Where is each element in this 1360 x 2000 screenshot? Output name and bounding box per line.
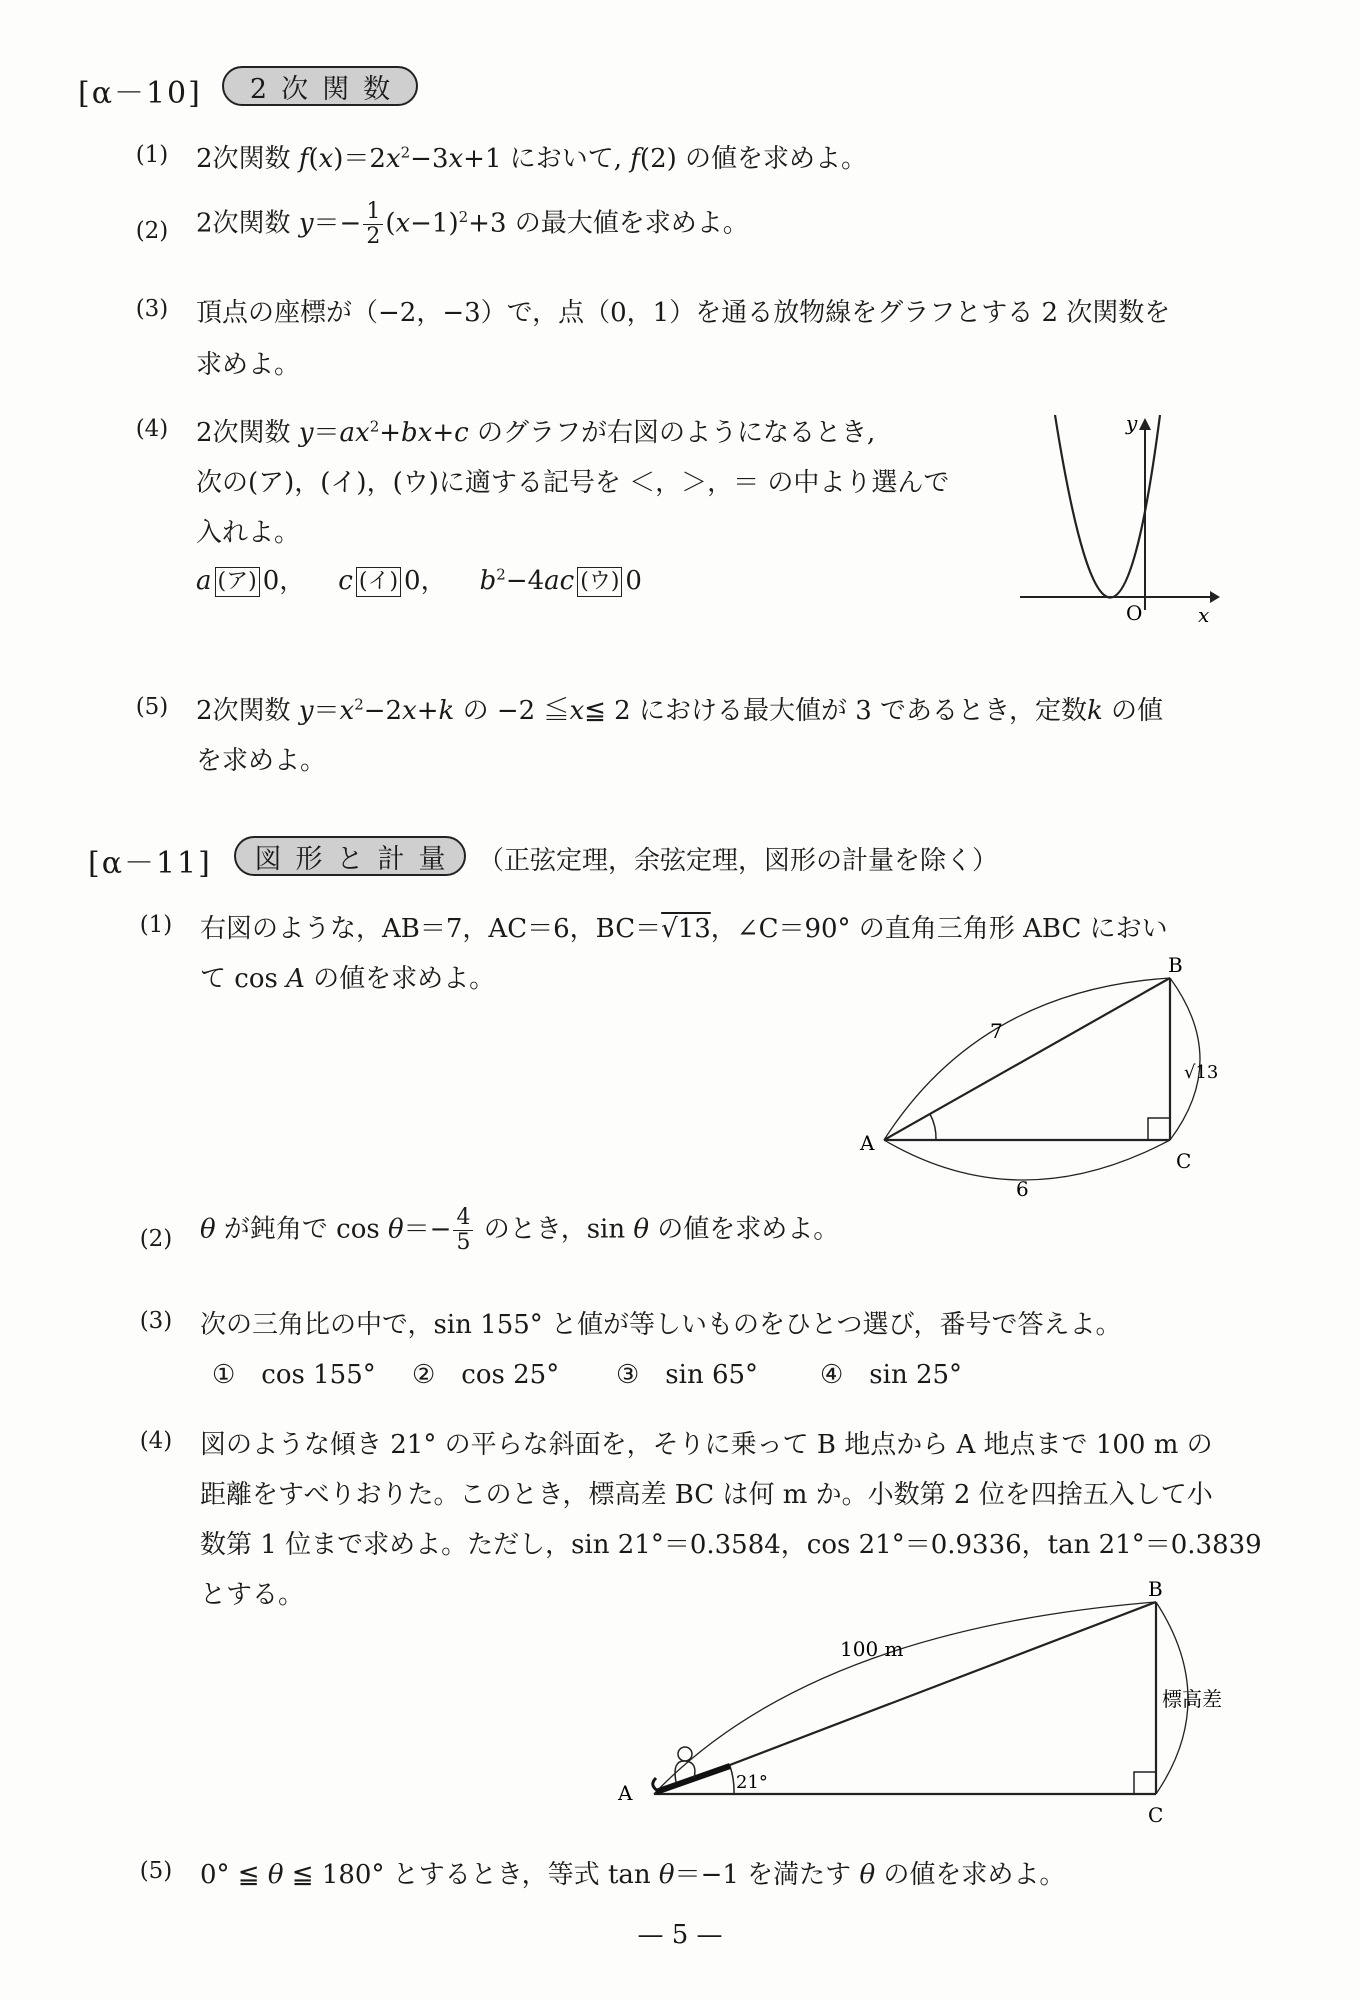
problem-11-4-line4: とする。: [200, 1580, 305, 1610]
answer-box-i: (イ): [356, 567, 401, 597]
side-ab: [884, 978, 1170, 1140]
right-angle-mark: [1134, 1772, 1156, 1794]
problem-11-3-line1: 次の三角比の中で，sin 155° と値が等しいものをひとつ選び，番号で答えよ。: [200, 1310, 1122, 1340]
vertex-b: B: [1168, 953, 1183, 977]
brace-ac: [884, 1140, 1170, 1180]
answer-box-a: (ア): [215, 567, 260, 597]
problem-number: (5): [135, 694, 169, 720]
rider-head: [678, 1747, 692, 1761]
y-label: y: [1126, 411, 1138, 435]
sled: [656, 1766, 730, 1792]
problem-10-4-line1: 2次関数 $y=ax^2+bx+c$ のグラフが右図のようになるとき,: [196, 417, 876, 448]
origin-label: O: [1126, 601, 1143, 625]
problem-number: (3): [139, 1308, 173, 1334]
problem-number: (3): [135, 296, 169, 322]
right-angle-mark: [1148, 1118, 1170, 1140]
option-3: ③ sin 65°: [616, 1360, 759, 1390]
vertex-a: A: [860, 1131, 875, 1155]
problem-number: (2): [139, 1226, 173, 1252]
problem-11-2: θ が鈍角で cos θ＝− $\frac{4}{5}$ のとき，sin θ の値を求めよ。: [200, 1205, 840, 1256]
problem-11-4-line2: 距離をすべりおりた。このとき，標高差 BC は何 m か。小数第 2 位を四捨五入して小: [200, 1480, 1213, 1510]
problem-number: (2): [135, 218, 169, 244]
problem-10-5-line1: 2次関数 $y=x^2-2x+k$ の −2 ≦x≦ 2 における最大値が 3 であるとき，定数k の値: [196, 695, 1164, 726]
problem-number: (4): [135, 416, 169, 442]
problem-10-1: 2次関数 $f(x)=2x^2-3x+1$ において, f(2) の値を求めよ。: [196, 143, 868, 174]
distance-label: 100 m: [840, 1637, 904, 1661]
x-label: x: [1198, 603, 1210, 627]
point-a: A: [618, 1781, 633, 1805]
y-axis-arrow: [1139, 418, 1151, 430]
label-ac: 6: [1016, 1177, 1029, 1201]
problem-number: (1): [135, 142, 169, 168]
section-11-note: （正弦定理，余弦定理，図形の計量を除く）: [478, 846, 999, 876]
problem-11-4-line1: 図のような傾き 21° の平らな斜面を，そりに乗って B 地点から A 地点まで 100 m の: [200, 1430, 1213, 1460]
section-pill-11: 図形と計量: [234, 836, 466, 876]
problem-10-5-line2: を求めよ。: [196, 746, 327, 776]
problem-11-1-line1: 右図のような，AB＝7，AC＝6，BC＝√13，∠C＝90° の直角三角形 ABC におい: [200, 914, 1168, 944]
angle-a-arc: [930, 1114, 936, 1140]
answer-box-u: (ウ): [577, 567, 622, 597]
label-ab: 7: [990, 1019, 1003, 1043]
slope-figure: [610, 1580, 1250, 1830]
problem-number: (4): [139, 1428, 173, 1454]
problem-number: (5): [139, 1858, 173, 1884]
angle-arc: [730, 1766, 734, 1794]
height-label: 標高差: [1162, 1687, 1222, 1711]
label-bc: √13: [1184, 1062, 1219, 1083]
sled-tip: [653, 1778, 660, 1792]
angle-label: 21°: [736, 1772, 768, 1793]
point-b: B: [1148, 1580, 1163, 1601]
page-number: — 5 —: [637, 1920, 723, 1950]
option-2: ② cos 25°: [412, 1360, 560, 1390]
problem-number: (1): [139, 912, 173, 938]
problem-11-4-line3: 数第 1 位まで求めよ。ただし，sin 21°＝0.3584，cos 21°＝0.9336，tan 21°＝0.3839: [200, 1530, 1262, 1560]
section-pill-10: 2次関数: [222, 66, 418, 106]
problem-10-3-line2: 求めよ。: [196, 350, 301, 380]
problem-10-4-line2: 次の(ア)，(イ)，(ウ)に適する記号を ＜，＞，＝ の中より選んで: [196, 468, 950, 498]
problem-10-2: 2次関数 y＝− $\frac{1}{2}$ $(x-1)^2+3$ の最大値を求めよ。: [196, 199, 749, 250]
vertex-c: C: [1176, 1149, 1192, 1173]
problem-11-1-line2: て cos A の値を求めよ。: [200, 964, 496, 994]
point-c: C: [1148, 1803, 1164, 1827]
section-label-11: [α－11]: [88, 846, 212, 881]
section-label-10: [α－10]: [78, 76, 202, 111]
problem-11-5: 0° ≦ θ ≦ 180° とするとき，等式 tan θ＝−1 を満たす θ の値を求めよ。: [200, 1860, 1066, 1890]
problem-10-4-answer-row: a (ア) 0， c (イ) 0， $b^2-4ac$ (ウ) 0: [196, 565, 642, 596]
x-axis-arrow: [1210, 591, 1220, 603]
problem-10-4-line3: 入れよ。: [196, 518, 301, 548]
option-4: ④ sin 25°: [820, 1360, 963, 1390]
option-1: ① cos 155°: [212, 1360, 376, 1390]
problem-10-3-line1: 頂点の座標が（−2，−3）で，点（0，1）を通る放物線をグラフとする 2 次関数を: [196, 298, 1171, 328]
parabola-graph: [1010, 410, 1220, 630]
brace-bc: [1170, 978, 1200, 1140]
right-triangle-figure: [850, 950, 1230, 1210]
